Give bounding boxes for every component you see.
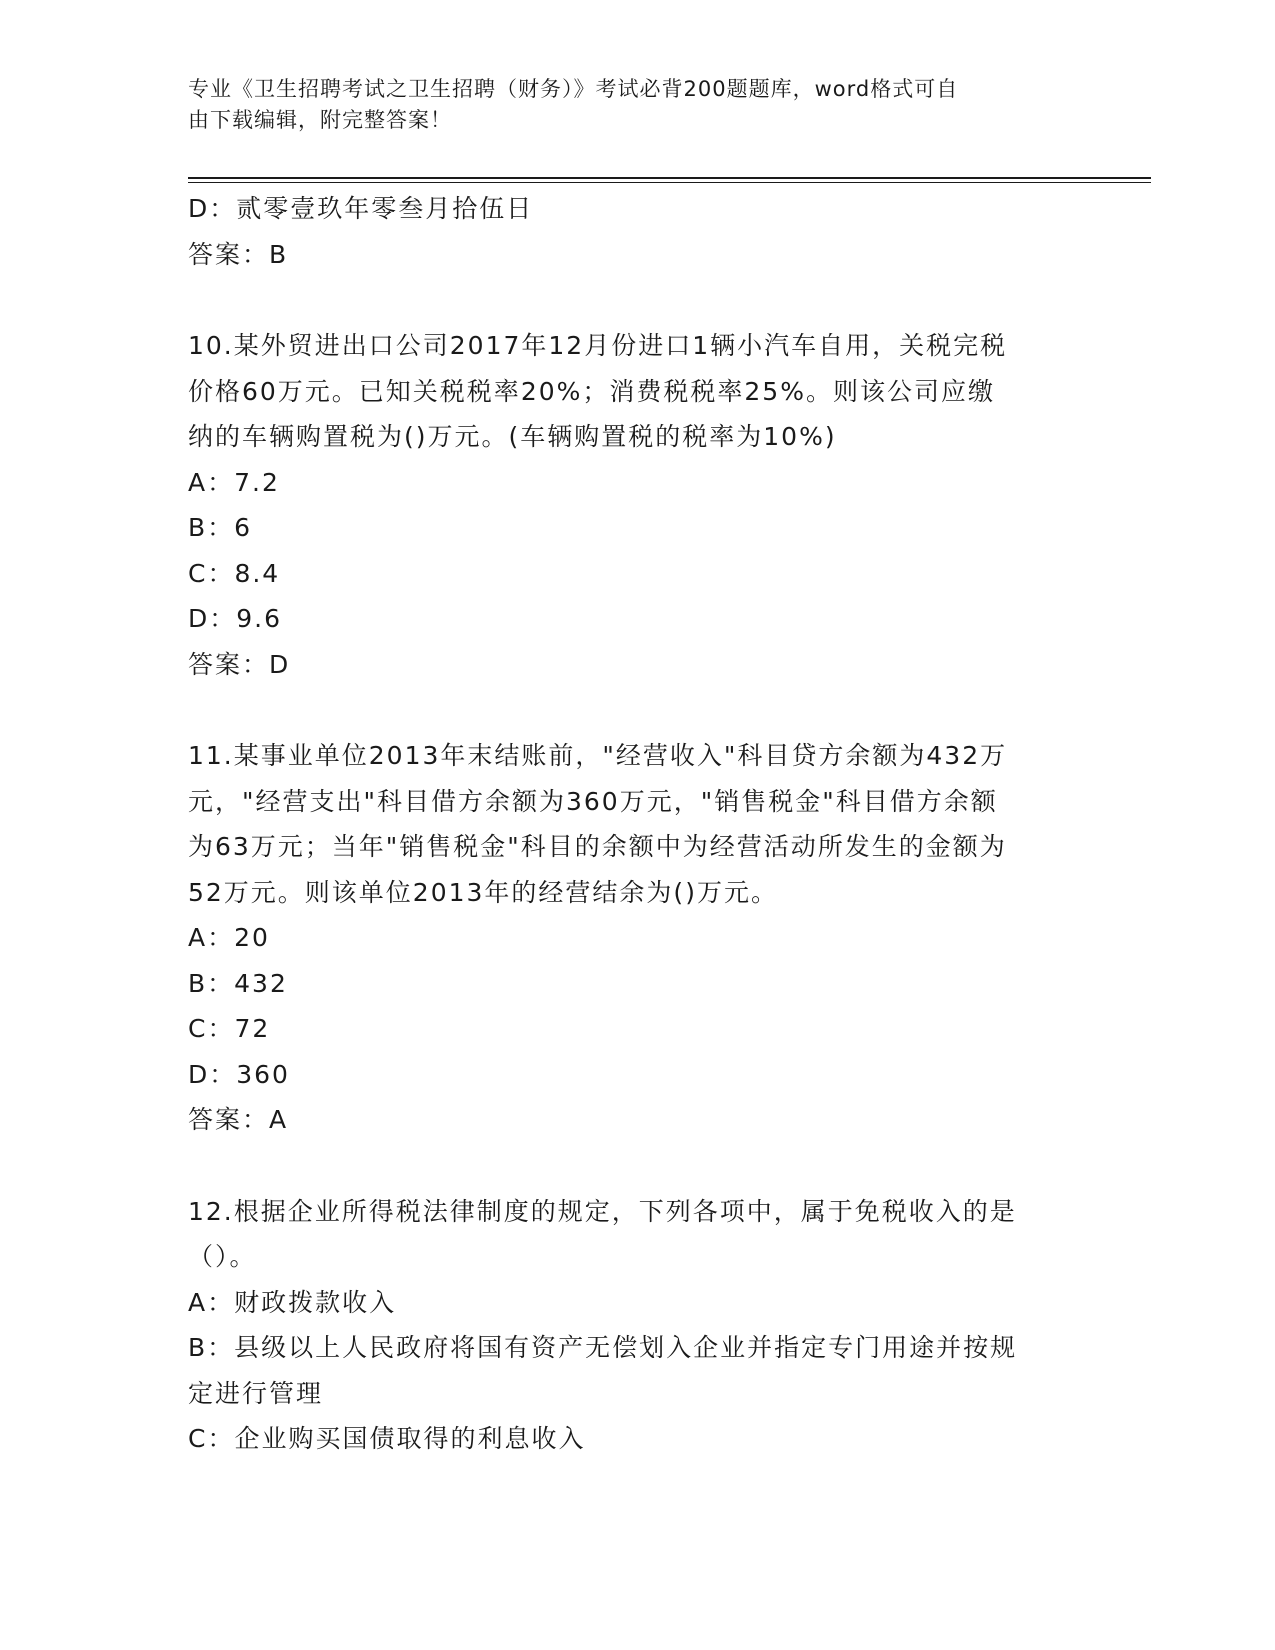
question-stem-line: 12.根据企业所得税法律制度的规定，下列各项中，属于免税收入的是 (188, 1196, 1017, 1226)
question-stem-line: 10.某外贸进出口公司2017年12月份进口1辆小汽车自用，关税完税 (188, 331, 1008, 360)
question-stem-line: 为63万元；当年"销售税金"科目的余额中为经营活动所发生的金额为 (188, 832, 1007, 861)
question-11 (188, 733, 1078, 1143)
answer: 答案：A (188, 1105, 289, 1134)
option-c: C：8.4 (188, 558, 281, 588)
header-divider-thin (188, 182, 1151, 183)
option-d: D：360 (188, 1059, 290, 1089)
question-content (188, 186, 1078, 1462)
question-stem-line: 价格60万元。已知关税税率20%；消费税税率25%。则该公司应缴 (188, 376, 995, 406)
question-stem-line: 纳的车辆购置税为()万元。(车辆购置税的税率为10%) (188, 422, 837, 451)
option-c: C：企业购买国债取得的利息收入 (188, 1424, 586, 1453)
option-b: B：6 (188, 513, 253, 542)
option-d: D：9.6 (188, 604, 283, 633)
header-divider-thick (188, 177, 1151, 179)
spacer (188, 1143, 1078, 1189)
question-12 (188, 1189, 1078, 1462)
spacer (188, 687, 1078, 733)
question-stem-line: 52万元。则该单位2013年的经营结余为()万元。 (188, 877, 778, 907)
option-a: A：7.2 (188, 467, 280, 497)
question-stem-line: 元，"经营支出"科目借方余额为360万元，"销售税金"科目借方余额 (188, 786, 998, 816)
option-a: A：财政拨款收入 (188, 1287, 397, 1317)
prev-question-answer: 答案：B (188, 239, 289, 269)
option-b: B：县级以上人民政府将国有资产无偿划入企业并指定专门用途并按规 (188, 1333, 1018, 1362)
prev-question-option-d: D：贰零壹玖年零叁月拾伍日 (188, 194, 534, 223)
option-c: C：72 (188, 1014, 271, 1043)
answer: 答案：D (188, 649, 291, 679)
header-title-line-2: 由下载编辑，附完整答案！ (188, 108, 452, 132)
option-b-continued: 定进行管理 (188, 1378, 324, 1408)
question-stem-line: （）。 (188, 1242, 257, 1271)
question-stem-line: 11.某事业单位2013年末结账前，"经营收入"科目贷方余额为432万 (188, 741, 1008, 770)
document-header (188, 74, 1068, 136)
question-10 (188, 323, 1078, 687)
header-title-line-1: 专业《卫生招聘考试之卫生招聘（财务）》考试必背200题题库，word格式可自 (188, 77, 959, 101)
option-a: A：20 (188, 923, 270, 952)
spacer (188, 277, 1078, 323)
option-b: B：432 (188, 968, 288, 998)
